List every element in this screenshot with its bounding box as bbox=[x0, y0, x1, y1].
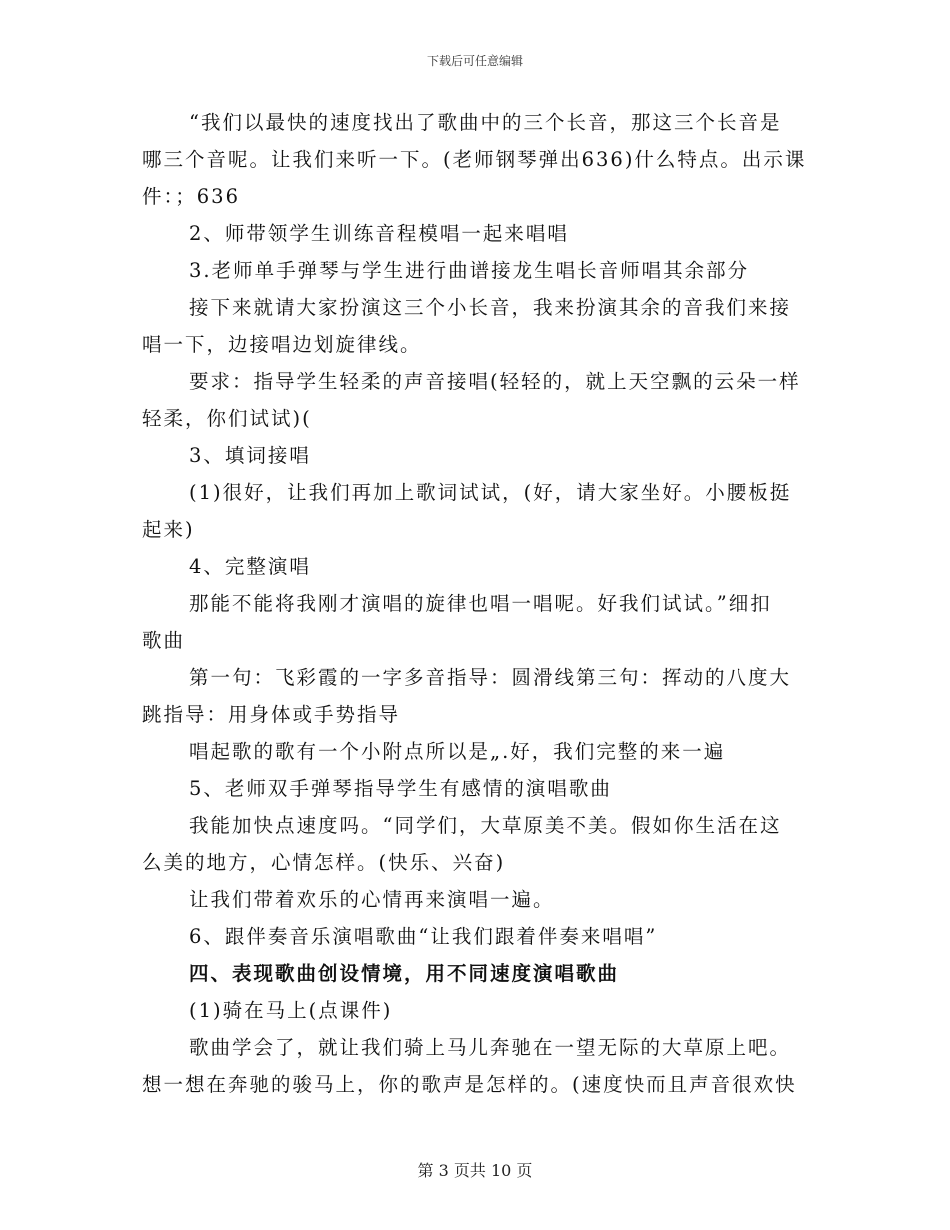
paragraph-line: 唱一下，边接唱边划旋律线。 bbox=[142, 333, 422, 356]
section-heading: 四、表现歌曲创设情境，用不同速度演唱歌曲 bbox=[189, 962, 620, 985]
paragraph-line: 4、完整演唱 bbox=[189, 555, 311, 578]
paragraph-line: 件：；636 bbox=[142, 185, 240, 208]
paragraph-line: (1)很好，让我们再加上歌词试试，(好，请大家坐好。小腰板挺 bbox=[189, 481, 792, 504]
page-header: 下载后可任意编辑 bbox=[426, 54, 523, 68]
paragraph-line: 6、跟伴奏音乐演唱歌曲“让我们跟着伴奏来唱唱” bbox=[189, 925, 658, 948]
paragraph-line: 起来) bbox=[142, 518, 195, 541]
paragraph-line: 歌曲学会了，就让我们骑上马儿奔驰在一望无际的大草原上吧。 bbox=[189, 1036, 792, 1059]
paragraph-line: 3.老师单手弹琴与学生进行曲谱接龙生唱长音师唱其余部分 bbox=[189, 259, 750, 282]
paragraph-line: “我们以最快的速度找出了歌曲中的三个长音，那这三个长音是 bbox=[189, 111, 782, 134]
paragraph-line: 5、老师双手弹琴指导学生有感情的演唱歌曲 bbox=[189, 777, 612, 800]
paragraph-line: 歌曲 bbox=[142, 629, 186, 652]
paragraph-line: 3、填词接唱 bbox=[189, 444, 311, 467]
paragraph-line: 跳指导：用身体或手势指导 bbox=[142, 703, 401, 726]
paragraph-line: 让我们带着欢乐的心情再来演唱一遍。 bbox=[189, 888, 555, 911]
paragraph-line: 轻柔，你们试试)( bbox=[142, 407, 312, 430]
paragraph-line: 那能不能将我刚才演唱的旋律也唱一唱呢。好我们试试。”细扣 bbox=[189, 592, 772, 615]
paragraph-line: 我能加快点速度吗。“同学们，大草原美不美。假如你生活在这 bbox=[189, 814, 782, 837]
paragraph-line: 第一句：飞彩霞的一字多音指导：圆滑线第三句：挥动的八度大 bbox=[189, 666, 792, 689]
page-footer: 第 3 页共 10 页 bbox=[417, 1161, 533, 1180]
paragraph-line: 么美的地方，心情怎样。(快乐、兴奋) bbox=[142, 851, 506, 874]
paragraph-line: 想一想在奔驰的骏马上，你的歌声是怎样的。(速度快而且声音很欢快 bbox=[142, 1073, 797, 1096]
paragraph-line: (1)骑在马上(点课件) bbox=[189, 999, 393, 1022]
paragraph-line: 2、师带领学生训练音程模唱一起来唱唱 bbox=[189, 222, 569, 245]
paragraph-line: 唱起歌的歌有一个小附点所以是„.好，我们完整的来一遍 bbox=[189, 740, 726, 763]
paragraph-line: 要求：指导学生轻柔的声音接唱(轻轻的，就上天空飘的云朵一样 bbox=[189, 370, 801, 393]
paragraph-line: 哪三个音呢。让我们来听一下。(老师钢琴弹出636)什么特点。出示课 bbox=[142, 148, 807, 171]
paragraph-line: 接下来就请大家扮演这三个小长音，我来扮演其余的音我们来接 bbox=[189, 296, 792, 319]
